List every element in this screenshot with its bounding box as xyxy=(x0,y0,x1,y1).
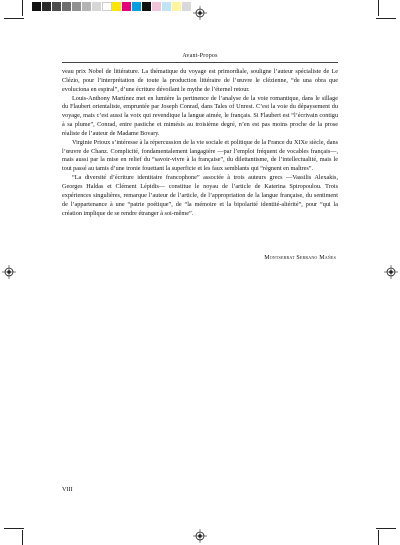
color-swatch xyxy=(152,2,162,11)
color-swatch xyxy=(102,2,112,11)
color-swatch xyxy=(142,2,152,11)
crop-mark-bottom-left-v xyxy=(22,530,23,545)
running-head-rule xyxy=(62,62,338,63)
crop-mark-top-right-h xyxy=(376,18,396,19)
registration-mark-right-icon xyxy=(384,265,398,279)
page-number: VIII xyxy=(62,486,73,493)
crop-mark-top-left-v xyxy=(22,0,23,16)
paragraph-1: veau prix Nobel de littérature. La thématique du voyage est primordiale, souligne l’auteur spécialiste de Le Clézio, pour l’interprétation de toute la production littéraire de l’œuvre le clézienne, “de una obra que evoluciona en espiral”, d’une écriture dévoilant le mythe de l’éternel retour. xyxy=(62,68,338,93)
body-text xyxy=(62,68,338,218)
crop-mark-bottom-right-v xyxy=(378,530,379,545)
color-swatch xyxy=(82,2,92,11)
color-swatch xyxy=(112,2,122,11)
color-swatch xyxy=(122,2,132,11)
color-swatch xyxy=(42,2,52,11)
color-swatch xyxy=(32,2,42,11)
registration-mark-left-icon xyxy=(2,265,16,279)
registration-mark-bottom-icon xyxy=(193,529,207,543)
color-swatch xyxy=(62,2,72,11)
color-swatch xyxy=(132,2,142,11)
crop-mark-top-right-v xyxy=(378,0,379,16)
color-swatch xyxy=(52,2,62,11)
color-swatch xyxy=(72,2,82,11)
crop-mark-bottom-right-h xyxy=(376,528,396,529)
color-swatch xyxy=(172,2,182,11)
paragraph-2: Louis-Anthony Martínez met en lumière la pertinence de l’analyse de la voie romantique, dans le sillage du Flaubert orientaliste, empruntée par Joseph Conrad, dans Tales of Unrest. C’est la voie du dépaysement du voyage, mais c’est aussi la voix qui revendique la langue aimée, le français. Si Flaubert est “l’écrivain contigu à sa plume”, Conrad, entre pastiche et mimésis au troisième degré, n’en est pas moins proche de la prose réaliste de l’auteur de Madame Bovary. xyxy=(62,94,338,137)
color-swatch xyxy=(182,2,192,11)
paragraph-4: “La diversité d’écriture identitaire francophone” associée à trois auteurs grecs —Vassilis Alexakis, Georges Haldas et Clément Lépidis— constitue le noyau de l’article de Katerina Spiropoulou. Trois expériences singulières, remarque l’auteur de l’article, de l’appropriation de la langue française, du sentiment de l’appartenance à une “patrie poétique”, de “la mémoire et la bipolarité identité-altérité”, pour “qui la création implique de se rendre étranger à soi-même”. xyxy=(62,174,338,217)
color-swatch xyxy=(162,2,172,11)
color-swatch xyxy=(92,2,102,11)
crop-mark-bottom-left-h xyxy=(4,528,24,529)
printer-color-bar xyxy=(32,2,192,11)
crop-mark-top-left-h xyxy=(4,18,24,19)
author-signature: Montserrat Serrano Mañes xyxy=(264,255,336,261)
running-head: Avant-Propos xyxy=(182,53,218,59)
registration-mark-top-icon xyxy=(193,6,207,20)
paragraph-3: Virginie Prioux s’intéresse à la répercussion de la vie sociale et politique de la France du XIXe siècle, dans l’œuvre de Chanz. Complicité, fondamentalement langagière —par l’emploi fréquent de vocables français—, mais aussi par la mise en relief du “savoir-vivre à la française”, du dilettantisme, de l’intellectualité, mais le tout passé au tamis d’une ironie fouettant la superficie et les faux semblants qui “règnent en maîtres”. xyxy=(62,138,338,173)
